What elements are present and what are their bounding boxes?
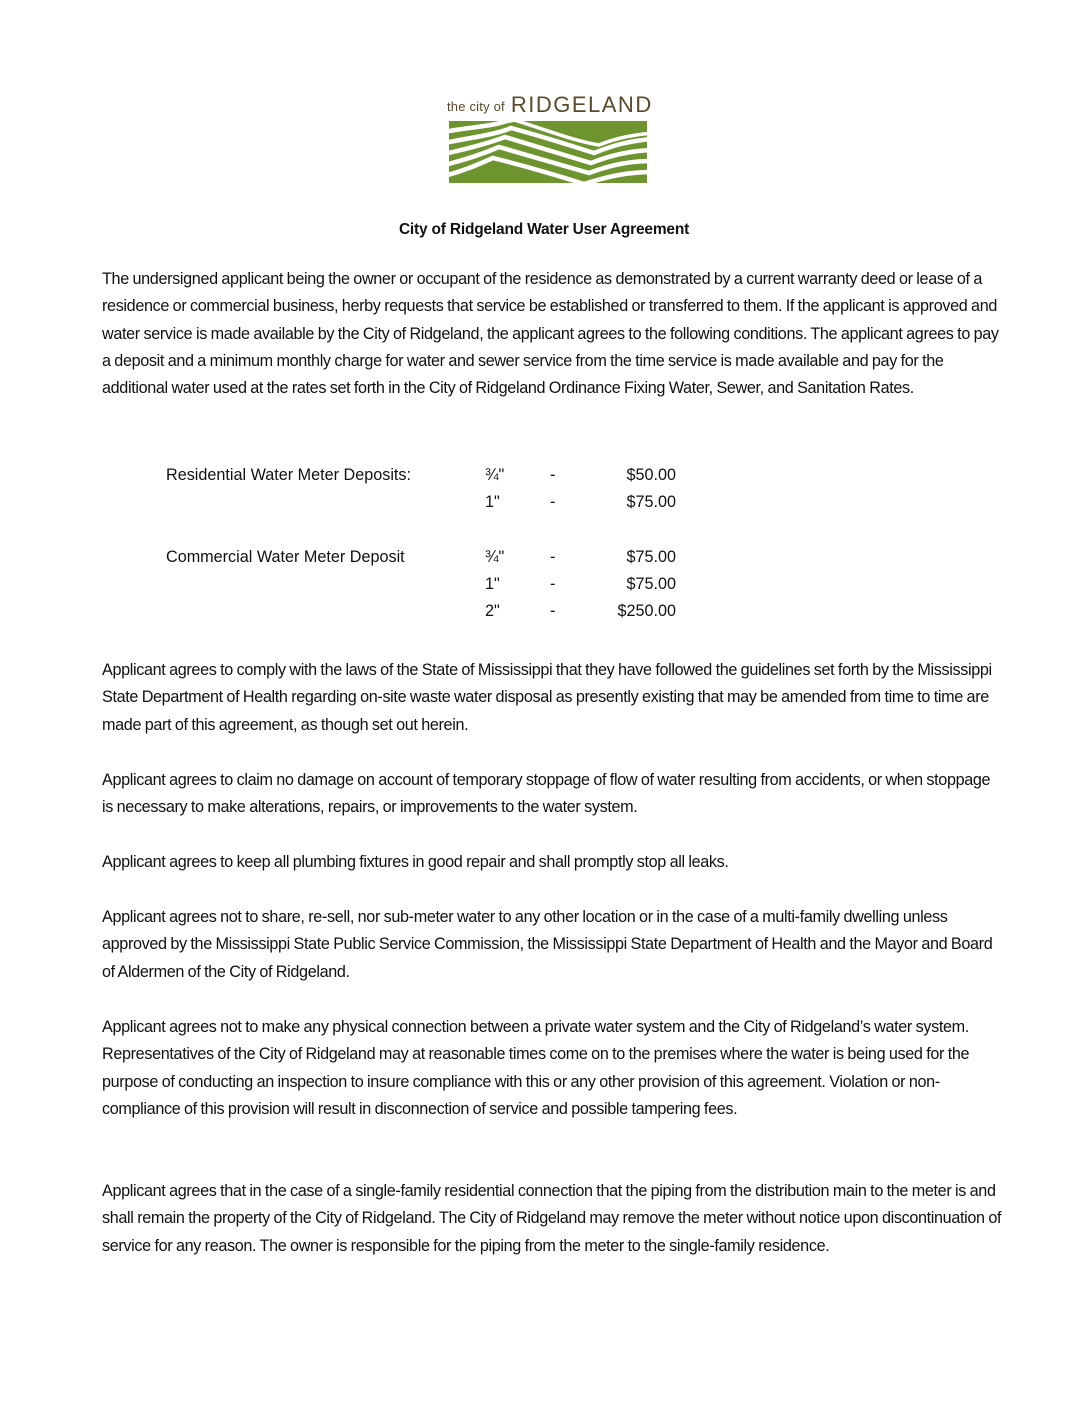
deposit-amount: $75.00 <box>626 493 676 511</box>
document-title: City of Ridgeland Water User Agreement <box>398 221 690 238</box>
separator: - <box>550 493 556 511</box>
separator: - <box>550 602 556 620</box>
separator: - <box>550 548 556 566</box>
deposit-amount: $50.00 <box>626 466 676 484</box>
meter-size: 1" <box>485 575 500 593</box>
residential-deposit-label: Residential Water Meter Deposits: <box>166 466 412 484</box>
meter-size: 1" <box>485 493 500 511</box>
clause-no-resale: Applicant agrees not to share, re-sell, nor sub-meter water to any other location or in the case of a multi-family dwelling unless approved by the Mississippi State Public Service Commission, the Mississippi State Department of Health and the Mayor and Board of Aldermen of the City of Ridgeland. <box>102 908 993 981</box>
meter-size: ¾" <box>485 548 505 566</box>
meter-size: 2" <box>485 602 500 620</box>
rolling-hills-icon <box>449 121 647 183</box>
meter-size: ¾" <box>485 466 505 484</box>
clause-piping-ownership: Applicant agrees that in the case of a single-family residential connection that the piping from the distribution main to the meter is and shall remain the property of the City of Ridgeland. The City of Ridgeland may remove the meter without notice upon discontinuation of service for any reason. The owner is responsible for the piping from the meter to the single-family residence. <box>102 1182 1002 1255</box>
separator: - <box>550 466 556 484</box>
logo-name: RIDGELAND <box>510 92 653 117</box>
logo-prefix: the city of <box>447 99 505 114</box>
deposit-amount: $250.00 <box>617 602 676 620</box>
city-of-ridgeland-logo <box>447 92 653 185</box>
commercial-deposit-label: Commercial Water Meter Deposit <box>166 548 405 566</box>
clause-state-law: Applicant agrees to comply with the laws of the State of Mississippi that they have followed the guidelines set forth by the Mississippi State Department of Health regarding on-site waste water disposal as presently existing that may be amended from time to time are made part of this agreement, as though set out herein. <box>102 661 992 734</box>
deposit-amount: $75.00 <box>626 575 676 593</box>
clause-no-connection: Applicant agrees not to make any physical connection between a private water system and the City of Ridgeland’s water system. Representatives of the City of Ridgeland may at reasonable times come on to the premises where the water is being used for the purpose of conducting an inspection to insure compliance with this or any other provision of this agreement. Violation or non-compliance of this provision will result in disconnection of service and possible tampering fees. <box>102 1018 970 1118</box>
separator: - <box>550 575 556 593</box>
clause-no-damage: Applicant agrees to claim no damage on account of temporary stoppage of flow of water resulting from accidents, or when stoppage is necessary to make alterations, repairs, or improvements to the water system. <box>102 771 991 817</box>
clause-plumbing-repair: Applicant agrees to keep all plumbing fixtures in good repair and shall promptly stop all leaks. <box>102 853 729 871</box>
logo-wordmark <box>447 92 653 117</box>
deposit-amount: $75.00 <box>626 548 676 566</box>
intro-paragraph: The undersigned applicant being the owner or occupant of the residence as demonstrated by a current warranty deed or lease of a residence or commercial business, herby requests that service be established or transferred to them. If the applicant is approved and water service is made available by the City of Ridgeland, the applicant agrees to the following conditions. The applicant agrees to pay a deposit and a minimum monthly charge for water and sewer service from the time service is made available and pay for the additional water used at the rates set forth in the City of Ridgeland Ordinance Fixing Water, Sewer, and Sanitation Rates. <box>102 270 999 398</box>
